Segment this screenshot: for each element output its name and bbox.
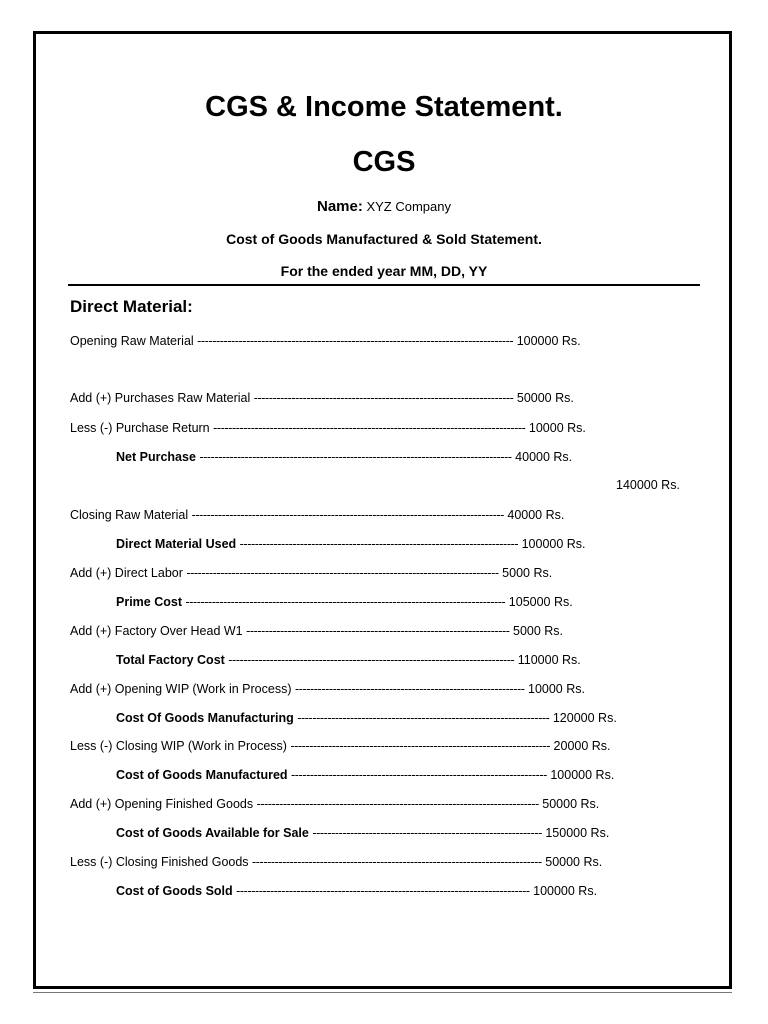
row-amount: 50000 Rs. — [545, 855, 603, 869]
leader-dots: ------------------------------------------------------------------- — [297, 711, 550, 725]
row-label: Add (+) Purchases Raw Material — [70, 391, 251, 405]
statement-period: For the ended year MM, DD, YY — [280, 263, 488, 279]
leader-dots: ----------------------------------------------------------------------------------- — [213, 421, 526, 435]
leader-dots: ------------------------------------------------------------- — [312, 826, 542, 840]
section-heading-direct-material: Direct Material: — [70, 297, 193, 316]
statement-row-direct-labor — [70, 565, 552, 581]
leader-dots: ----------------------------------------------------------------------------------- — [191, 508, 504, 522]
row-amount: 5000 Rs. — [502, 566, 553, 580]
leader-dots: ----------------------------------------------------------------------------- — [252, 855, 542, 869]
row-label: Add (+) Direct Labor — [70, 566, 183, 580]
leader-dots: --------------------------------------------------------------------- — [290, 739, 551, 753]
row-amount: 100000 Rs. — [521, 537, 586, 551]
row-amount: 50000 Rs. — [542, 797, 600, 811]
row-label: Less (-) Purchase Return — [70, 421, 210, 435]
leader-dots: --------------------------------------------------------------------------- — [256, 797, 539, 811]
leader-dots: ------------------------------------------------------------------------------ — [236, 884, 530, 898]
row-label: Net Purchase — [116, 450, 196, 464]
statement-row-net-purchase — [116, 449, 572, 465]
statement-row-purchases-raw-material — [70, 390, 574, 406]
row-label: Cost Of Goods Manufacturing — [116, 711, 294, 725]
statement-row-cost-of-goods-available-for-sale — [116, 825, 609, 841]
row-amount: 100000 Rs. — [533, 884, 598, 898]
row-amount: 105000 Rs. — [508, 595, 573, 609]
row-amount: 20000 Rs. — [553, 739, 611, 753]
company-line — [0, 198, 768, 215]
statement-row-cost-of-goods-sold — [116, 883, 597, 899]
leader-dots: ------------------------------------------------------------------------------------- — [185, 595, 506, 609]
row-label: Cost of Goods Manufactured — [116, 768, 288, 782]
statement-row-closing-wip — [70, 738, 611, 754]
row-label: Cost of Goods Sold — [116, 884, 233, 898]
statement-row-cost-of-goods-manufactured — [116, 767, 614, 783]
row-amount: 10000 Rs. — [528, 421, 586, 435]
document-subtitle: CGS — [352, 146, 416, 178]
leader-dots: ---------------------------------------------------------------------------- — [228, 653, 515, 667]
row-amount: 100000 Rs. — [516, 334, 581, 348]
page-border-shadow — [33, 992, 732, 993]
leader-dots: --------------------------------------------------------------------- — [253, 391, 514, 405]
row-label: Total Factory Cost — [116, 653, 225, 667]
statement-row-purchase-return — [70, 420, 586, 436]
statement-row-subtotal — [616, 478, 680, 492]
statement-row-total-factory-cost — [116, 652, 581, 668]
row-label: Opening Raw Material — [70, 334, 194, 348]
row-label: Add (+) Opening WIP (Work in Process) — [70, 682, 292, 696]
row-label: Less (-) Closing WIP (Work in Process) — [70, 739, 287, 753]
statement-title: Cost of Goods Manufactured & Sold Statement. — [226, 231, 542, 247]
leader-dots: ------------------------------------------------------------------------------------ — [197, 334, 514, 348]
leader-dots: -------------------------------------------------------------------------- — [239, 537, 519, 551]
row-label: Add (+) Opening Finished Goods — [70, 797, 254, 811]
leader-dots: ------------------------------------------------------------- — [294, 682, 525, 696]
row-amount: 140000 Rs. — [616, 478, 680, 492]
row-label: Prime Cost — [116, 595, 182, 609]
row-amount: 150000 Rs. — [545, 826, 610, 840]
row-amount: 100000 Rs. — [550, 768, 615, 782]
statement-row-closing-raw-material — [70, 507, 564, 523]
leader-dots: ---------------------------------------------------------------------- — [246, 624, 510, 638]
row-amount: 10000 Rs. — [528, 682, 585, 696]
name-label: Name: — [316, 198, 363, 215]
row-amount: 40000 Rs. — [515, 450, 573, 464]
company-name: XYZ Company — [366, 199, 452, 214]
row-label: Less (-) Closing Finished Goods — [70, 855, 249, 869]
statement-row-closing-finished-goods — [70, 854, 602, 870]
header-divider — [68, 284, 700, 286]
row-label: Add (+) Factory Over Head W1 — [70, 624, 243, 638]
leader-dots: ----------------------------------------------------------------------------------- — [199, 450, 512, 464]
statement-row-opening-raw-material — [70, 333, 581, 349]
statement-row-opening-finished-goods — [70, 796, 599, 812]
row-amount: 40000 Rs. — [507, 508, 565, 522]
row-label: Closing Raw Material — [70, 508, 189, 522]
row-amount: 5000 Rs. — [513, 624, 564, 638]
statement-row-prime-cost — [116, 594, 573, 610]
statement-row-cost-of-goods-manufacturing — [116, 710, 617, 726]
statement-row-opening-wip — [70, 681, 585, 697]
statement-row-factory-overhead — [70, 623, 563, 639]
row-label: Cost of Goods Available for Sale — [116, 826, 309, 840]
row-amount: 120000 Rs. — [552, 711, 617, 725]
leader-dots: ----------------------------------------------------------------------------------- — [186, 566, 499, 580]
row-amount: 110000 Rs. — [517, 653, 581, 667]
row-amount: 50000 Rs. — [516, 391, 574, 405]
leader-dots: -------------------------------------------------------------------- — [291, 768, 547, 782]
statement-row-direct-material-used — [116, 536, 586, 552]
row-label: Direct Material Used — [116, 537, 237, 551]
document-title: CGS & Income Statement. — [205, 91, 563, 123]
